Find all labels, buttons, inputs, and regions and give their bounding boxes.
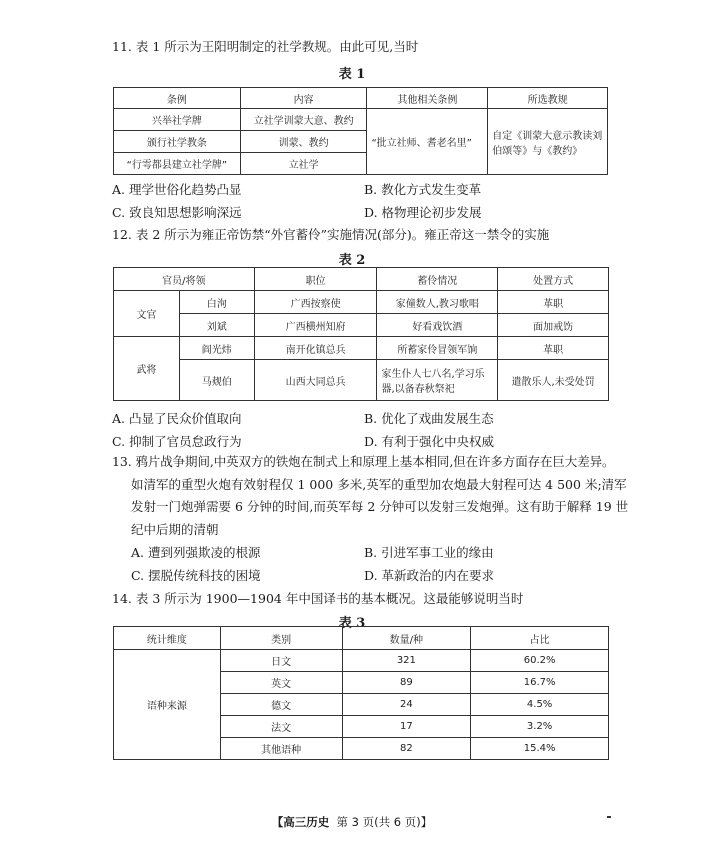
question-11-option-b[interactable]: B. 教化方式发生变革 — [364, 182, 482, 197]
table-2-cell: 所蓄家伶冒领军饷 — [377, 337, 498, 360]
question-12-option-d[interactable]: D. 有利于强化中央权威 — [364, 434, 495, 449]
table-2-cell: 家僮数人,教习歌唱 — [377, 291, 498, 314]
table-2-cell: 好看戏饮酒 — [377, 314, 498, 337]
table-3-cell: 4.5% — [471, 694, 609, 716]
table-1-cell: 颁行社学教条 — [114, 131, 241, 153]
table-1-header: 条例 — [114, 88, 241, 109]
table-3-cell: 日文 — [220, 650, 342, 672]
table-2-cell: 山西大同总兵 — [254, 360, 377, 401]
question-13-option-b[interactable]: B. 引进军事工业的缘由 — [364, 545, 494, 560]
table-2-cell: 南开化镇总兵 — [254, 337, 377, 360]
table-3-cell: 89 — [342, 672, 471, 694]
corner-mark — [607, 816, 611, 818]
question-13-stem-line-3: 发射一门炮弹需要 6 分钟的时间,而英军每 2 分钟可以发射三发炮弹。这有助于解释 19 世 — [131, 499, 629, 514]
question-13-option-c[interactable]: C. 摆脱传统科技的困境 — [131, 568, 261, 583]
table-1-header: 其他相关条例 — [367, 88, 488, 109]
table-2-header: 职位 — [254, 268, 377, 291]
question-12-stem: 12. 表 2 所示为雍正帝饬禁“外官蓄伶”实施情况(部分)。雍正帝这一禁令的实施 — [112, 227, 550, 242]
table-1-selected-rules: 自定《训蒙大意示教读刘伯颂等》与《教约》 — [488, 109, 608, 175]
question-12-option-a[interactable]: A. 凸显了民众价值取向 — [112, 411, 242, 426]
table-3-dimension: 语种来源 — [114, 650, 221, 760]
table-3-cell: 24 — [342, 694, 471, 716]
table-2-header: 蓄伶情况 — [377, 268, 498, 291]
table-2-cell: 刘斌 — [179, 314, 254, 337]
table-1-caption: 表 1 — [338, 67, 366, 82]
table-2-cell: 面加戒饬 — [498, 314, 609, 337]
table-3-cell: 德文 — [220, 694, 342, 716]
question-11-option-d[interactable]: D. 格物理论初步发展 — [364, 205, 482, 220]
table-3-cell: 15.4% — [471, 738, 609, 760]
table-3 — [113, 626, 609, 760]
question-13-stem-line-4: 纪中后期的清朝 — [131, 522, 219, 537]
table-2-cell: 广西横州知府 — [254, 314, 377, 337]
table-1 — [113, 87, 608, 175]
footer-page-number: 第 3 页(共 6 页)】 — [336, 815, 433, 829]
table-1-cell: 立社学 — [240, 153, 367, 175]
table-2-cell: 广西按察使 — [254, 291, 377, 314]
table-2-category: 武将 — [114, 337, 180, 401]
table-2 — [113, 267, 609, 401]
table-2-cell: 阎光炜 — [179, 337, 254, 360]
table-2-header: 处置方式 — [498, 268, 609, 291]
question-12-option-b[interactable]: B. 优化了戏曲发展生态 — [364, 411, 494, 426]
table-1-header: 所选教规 — [488, 88, 608, 109]
question-14-stem: 14. 表 3 所示为 1900—1904 年中国译书的基本概况。这最能够说明当时 — [112, 591, 524, 606]
table-2-cell: 革职 — [498, 291, 609, 314]
table-2-cell: 白洵 — [179, 291, 254, 314]
table-2-header: 官员/将领 — [114, 268, 255, 291]
question-13-stem-line-2: 如清军的重型火炮有效射程仅 1 000 多米,英军的重型加农炮最大射程可达 4 500 米;清军 — [131, 477, 627, 492]
table-3-cell: 82 — [342, 738, 471, 760]
question-13-option-a[interactable]: A. 遭到列强欺凌的根源 — [131, 545, 261, 560]
table-2-category: 文官 — [114, 291, 180, 337]
table-3-header: 类别 — [220, 627, 342, 650]
table-3-cell: 16.7% — [471, 672, 609, 694]
table-3-cell: 3.2% — [471, 716, 609, 738]
footer-subject: 【高三历史 — [271, 815, 330, 829]
table-3-cell: 321 — [342, 650, 471, 672]
table-3-caption: 表 3 — [338, 616, 366, 631]
table-2-cell: 革职 — [498, 337, 609, 360]
table-3-cell: 法文 — [220, 716, 342, 738]
table-3-cell: 17 — [342, 716, 471, 738]
question-12-option-c[interactable]: C. 抑制了官员怠政行为 — [112, 434, 242, 449]
table-3-cell: 60.2% — [471, 650, 609, 672]
question-11-option-c[interactable]: C. 致良知思想影响深远 — [112, 205, 242, 220]
table-2-cell: 家生仆人七八名,学习乐器,以备春秋祭祀 — [377, 360, 498, 401]
table-2-caption: 表 2 — [338, 253, 366, 268]
table-3-header: 统计维度 — [114, 627, 221, 650]
page-footer — [0, 814, 704, 830]
table-1-cell: 兴举社学牌 — [114, 109, 241, 131]
table-1-other-rules: “批立社师、耆老名里” — [367, 109, 488, 175]
table-1-cell: 训蒙、教约 — [240, 131, 367, 153]
question-13-stem-line-1: 13. 鸦片战争期间,中英双方的铁炮在制式上和原理上基本相同,但在许多方面存在巨大差异。 — [112, 454, 615, 469]
table-1-cell: 立社学训蒙大意、教约 — [240, 109, 367, 131]
table-2-cell: 遣散乐人,未受处罚 — [498, 360, 609, 401]
table-3-cell: 其他语种 — [220, 738, 342, 760]
question-11-stem: 11. 表 1 所示为王阳明制定的社学教规。由此可见,当时 — [112, 39, 419, 54]
table-2-cell: 马觌伯 — [179, 360, 254, 401]
question-11-option-a[interactable]: A. 理学世俗化趋势凸显 — [112, 182, 242, 197]
table-3-cell: 英文 — [220, 672, 342, 694]
table-1-cell: “行雩都县建立社学牌” — [114, 153, 241, 175]
table-3-header: 占比 — [471, 627, 609, 650]
table-1-header: 内容 — [240, 88, 367, 109]
question-13-option-d[interactable]: D. 革新政治的内在要求 — [364, 568, 495, 583]
table-3-header: 数量/种 — [342, 627, 471, 650]
